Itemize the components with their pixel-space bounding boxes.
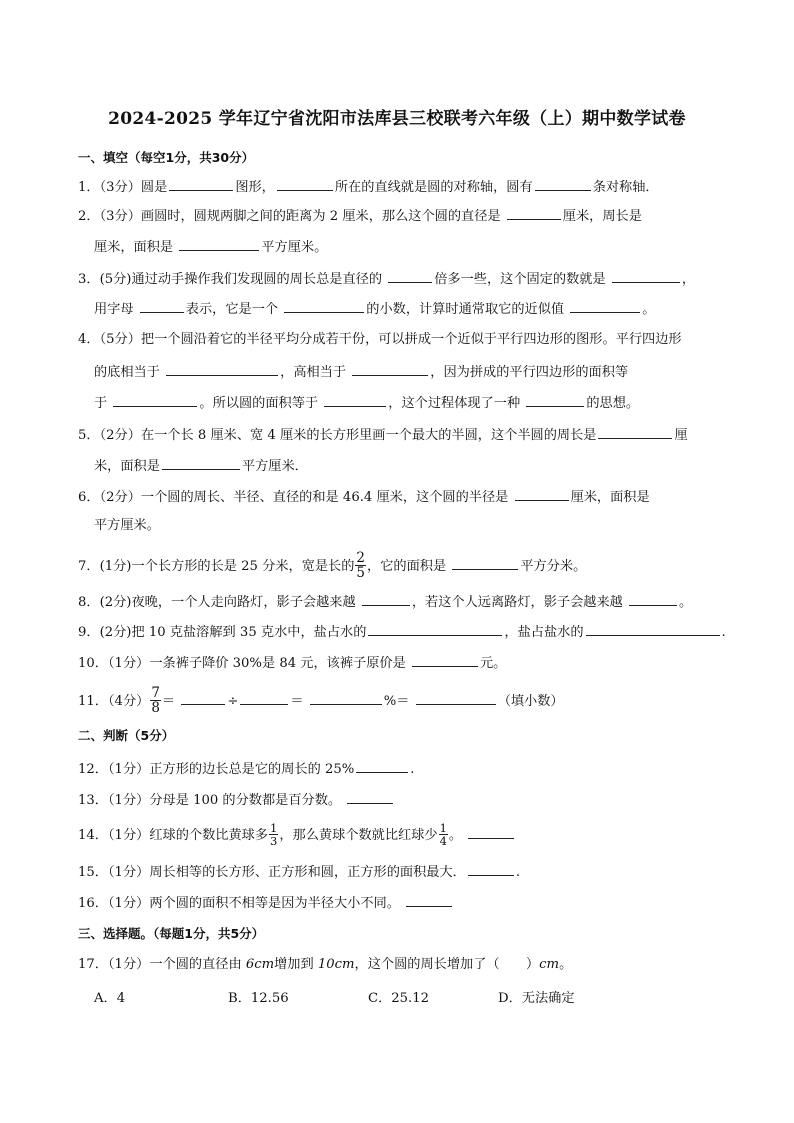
answer-blank[interactable] xyxy=(169,177,233,191)
answer-blank[interactable] xyxy=(468,862,514,876)
option-b[interactable]: B．12.56 xyxy=(228,991,289,1006)
option-a[interactable]: A．4 xyxy=(94,991,126,1006)
question-9: 9．(2分)把 10 克盐溶解到 35 克水中，盐占水的 ，盐占盐水的 . xyxy=(78,622,726,642)
answer-blank[interactable] xyxy=(166,362,278,376)
question-13: 13．（1分）分母是 100 的分数都是百分数。 xyxy=(78,790,395,810)
answer-blank[interactable] xyxy=(310,691,382,705)
answer-blank[interactable] xyxy=(356,759,408,773)
question-4-cont-1: 的底相当于 ，高相当于 ，因为拼成的平行四边形的面积等 xyxy=(94,362,628,382)
question-15: 15．（1分）周长相等的长方形、正方形和圆，正方形的面积最大． . xyxy=(78,862,520,882)
section-true-false: 二、判断（5分） xyxy=(78,728,175,743)
question-3-cont: 用字母 表示，它是一个 的小数，计算时通常取它的近似值 。 xyxy=(94,299,655,319)
question-5-cont: 米，面积是 平方厘米． xyxy=(94,456,308,476)
fraction: $\frac{7}{8}$ xyxy=(151,685,160,716)
answer-blank[interactable] xyxy=(284,299,364,313)
answer-blank[interactable] xyxy=(352,362,428,376)
answer-blank[interactable] xyxy=(406,893,452,907)
answer-blank[interactable] xyxy=(515,487,569,501)
question-3: 3．(5分)通过动手操作我们发现圆的周长总是直径的 倍多一些，这个固定的数就是 ， xyxy=(78,269,695,289)
question-1: 1．（3分）圆是 图形， 所在的直线就是圆的对称轴，圆有 条对称轴． xyxy=(78,177,659,197)
answer-blank[interactable] xyxy=(162,456,240,470)
answer-blank[interactable] xyxy=(570,299,640,313)
fraction: $\frac{1}{4}$ xyxy=(439,821,447,848)
question-11: 11．（4分） $\frac{7}{8}$ ＝ ÷ ＝ %＝ （填小数） xyxy=(78,685,564,716)
answer-blank[interactable] xyxy=(362,592,410,606)
question-7: 7．(1分)一个长方形的长是 25 分米，宽是长的 $\frac{2}{5}$ ，它的面积是 平方分米。 xyxy=(78,550,587,581)
answer-blank[interactable] xyxy=(507,206,561,220)
section-multiple-choice: 三、选择题。（每题1分，共5分） xyxy=(78,926,265,941)
question-6-cont: 平方厘米。 xyxy=(94,518,160,533)
question-17: 17．（1分）一个圆的直径由 6cm增加到 10cm，这个圆的周长增加了（ ）cm。 xyxy=(78,957,573,972)
answer-blank[interactable] xyxy=(526,393,584,407)
question-16: 16．（1分）两个圆的面积不相等是因为半径大小不同。 xyxy=(78,893,454,913)
answer-blank[interactable] xyxy=(412,653,478,667)
answer-blank[interactable] xyxy=(277,177,333,191)
question-5: 5．（2分）在一个长 8 厘米、宽 4 厘米的长方形里画一个最大的半圆，这个半圆的周长是 厘 xyxy=(78,425,688,445)
answer-blank[interactable] xyxy=(388,269,432,283)
answer-blank[interactable] xyxy=(416,691,496,705)
section-fill-blank: 一、填空（每空1分，共30分） xyxy=(78,150,255,165)
answer-blank[interactable] xyxy=(140,299,184,313)
answer-blank[interactable] xyxy=(535,177,591,191)
answer-blank[interactable] xyxy=(612,269,680,283)
question-6: 6．（2分）一个圆的周长、半径、直径的和是 46.4 厘米，这个圆的半径是 厘米，面积是 xyxy=(78,487,650,507)
question-14: 14．（1分）红球的个数比黄球多 $\frac{1}{3}$ ，那么黄球个数就比红球少 $\frac{1}{4}$ 。 xyxy=(78,823,516,848)
question-2-cont: 厘米，面积是 平方厘米。 xyxy=(94,237,327,257)
answer-blank[interactable] xyxy=(113,393,197,407)
question-2: 2．（3分）画圆时，圆规两脚之间的距离为 2 厘米，那么这个圆的直径是 厘米，周长是 xyxy=(78,206,642,226)
question-10: 10．（1分）一条裤子降价 30%是 84 元，该裤子原价是 元。 xyxy=(78,653,506,673)
question-12: 12．（1分）正方形的边长总是它的周长的 25% . xyxy=(78,759,414,779)
answer-blank[interactable] xyxy=(452,556,518,570)
answer-blank[interactable] xyxy=(586,622,720,636)
fraction: $\frac{1}{3}$ xyxy=(270,821,278,848)
answer-blank[interactable] xyxy=(629,592,677,606)
answer-blank[interactable] xyxy=(368,622,502,636)
answer-blank[interactable] xyxy=(179,237,259,251)
option-d[interactable]: D．无法确定 xyxy=(498,991,575,1006)
question-8: 8．(2分)夜晚，一个人走向路灯，影子会越来越 ，若这个人远离路灯，影子会越来越 。 xyxy=(78,592,692,612)
question-4: 4．（5分）把一个圆沿着它的半径平均分成若干份，可以拼成一个近似于平行四边形的图形。平行四边形 xyxy=(78,332,682,347)
fraction: $\frac{2}{5}$ xyxy=(356,550,366,581)
answer-blank[interactable] xyxy=(324,393,386,407)
answer-blank[interactable] xyxy=(598,425,672,439)
page-title: 2024-2025 学年辽宁省沈阳市法库县三校联考六年级（上）期中数学试卷 xyxy=(108,109,686,129)
answer-blank[interactable] xyxy=(240,691,288,705)
answer-blank[interactable] xyxy=(347,790,393,804)
answer-blank[interactable] xyxy=(181,691,225,705)
question-4-cont-2: 于 。所以圆的面积等于 ，这个过程体现了一种 的思想。 xyxy=(94,393,639,413)
option-c[interactable]: C．25.12 xyxy=(368,991,430,1006)
answer-blank[interactable] xyxy=(468,825,514,839)
